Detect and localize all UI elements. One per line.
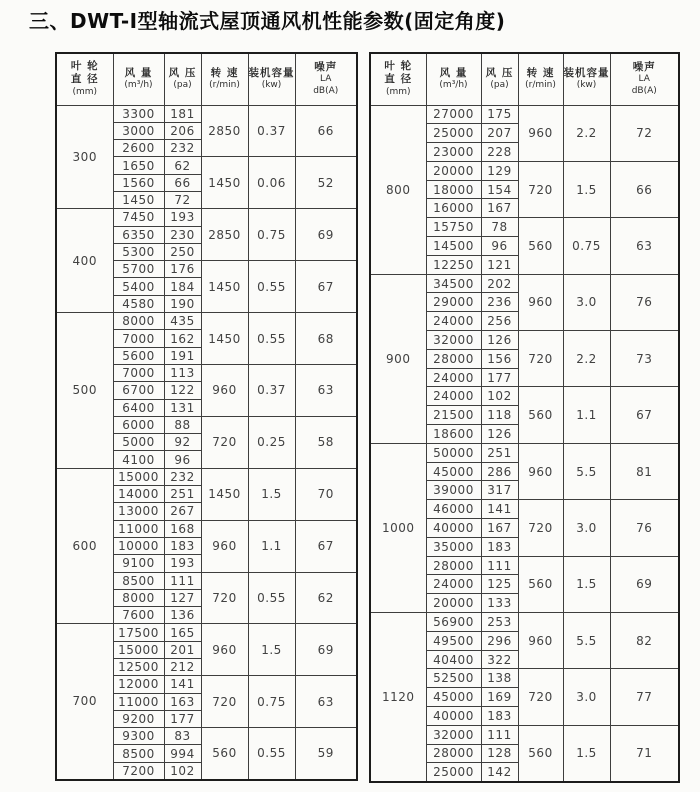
noise-cell: 52 — [295, 157, 357, 209]
table-row — [370, 443, 679, 462]
pressure-cell: 232 — [164, 140, 201, 157]
pressure-cell: 121 — [481, 255, 518, 274]
speed-cell: 560 — [518, 556, 563, 612]
pressure-cell: 83 — [164, 728, 201, 745]
volume-cell: 21500 — [426, 406, 481, 425]
col-header-line: 风 压 — [485, 66, 514, 79]
performance-table-left — [55, 52, 358, 781]
pressure-cell: 435 — [164, 313, 201, 330]
pressure-cell: 317 — [481, 481, 518, 500]
capacity-cell: 0.37 — [248, 105, 295, 157]
pressure-cell: 206 — [164, 122, 201, 139]
capacity-cell: 0.75 — [563, 218, 610, 274]
noise-cell: 68 — [295, 313, 357, 365]
pressure-cell: 125 — [481, 575, 518, 594]
pressure-cell: 177 — [164, 710, 201, 727]
col-header-pressure — [481, 53, 518, 105]
pressure-cell: 165 — [164, 624, 201, 641]
pressure-cell: 212 — [164, 659, 201, 676]
volume-cell: 28000 — [426, 556, 481, 575]
pressure-cell: 92 — [164, 434, 201, 451]
capacity-cell: 0.55 — [248, 313, 295, 365]
speed-cell: 1450 — [201, 261, 248, 313]
pressure-cell: 296 — [481, 631, 518, 650]
col-header-capacity — [248, 53, 295, 105]
pressure-cell: 88 — [164, 416, 201, 433]
volume-cell: 27000 — [426, 105, 481, 124]
pressure-cell: 138 — [481, 669, 518, 688]
pressure-cell: 111 — [481, 725, 518, 744]
volume-cell: 6350 — [113, 226, 164, 243]
pressure-cell: 136 — [164, 607, 201, 624]
speed-cell: 560 — [518, 218, 563, 274]
pressure-cell: 250 — [164, 243, 201, 260]
speed-cell: 960 — [518, 443, 563, 499]
volume-cell: 3000 — [113, 122, 164, 139]
col-header-line: (pa) — [173, 80, 192, 91]
pressure-cell: 129 — [481, 161, 518, 180]
volume-cell: 7600 — [113, 607, 164, 624]
volume-cell: 50000 — [426, 443, 481, 462]
col-header-capacity — [563, 53, 610, 105]
performance-table-right — [369, 52, 680, 783]
volume-cell: 15000 — [113, 641, 164, 658]
volume-cell: 3300 — [113, 105, 164, 122]
diameter-cell: 600 — [56, 468, 113, 624]
capacity-cell: 1.5 — [248, 624, 295, 676]
volume-cell: 5000 — [113, 434, 164, 451]
volume-cell: 11000 — [113, 520, 164, 537]
volume-cell: 52500 — [426, 669, 481, 688]
pressure-cell: 162 — [164, 330, 201, 347]
capacity-cell: 0.55 — [248, 572, 295, 624]
speed-cell: 2850 — [201, 105, 248, 157]
capacity-cell: 1.5 — [248, 468, 295, 520]
pressure-cell: 167 — [481, 199, 518, 218]
volume-cell: 6000 — [113, 416, 164, 433]
col-header-noise — [610, 53, 679, 105]
volume-cell: 45000 — [426, 462, 481, 481]
volume-cell: 6400 — [113, 399, 164, 416]
speed-cell: 960 — [518, 105, 563, 161]
capacity-cell: 5.5 — [563, 613, 610, 669]
pressure-cell: 156 — [481, 349, 518, 368]
col-header-pressure — [164, 53, 201, 105]
diameter-cell: 1120 — [370, 613, 426, 782]
page-title: 三、DWT-I型轴流式屋顶通风机性能参数(固定角度) — [29, 9, 506, 33]
header-row — [370, 53, 679, 105]
pressure-cell: 141 — [164, 676, 201, 693]
noise-cell: 70 — [295, 468, 357, 520]
capacity-cell: 1.5 — [563, 725, 610, 781]
col-header-noise — [295, 53, 357, 105]
pressure-cell: 102 — [164, 762, 201, 779]
col-header-line: 叶 轮 — [384, 59, 413, 72]
capacity-cell: 3.0 — [563, 500, 610, 556]
col-header-line: (m³/h) — [124, 80, 153, 91]
volume-cell: 11000 — [113, 693, 164, 710]
diameter-cell: 300 — [56, 105, 113, 209]
volume-cell: 4580 — [113, 295, 164, 312]
volume-cell: 29000 — [426, 293, 481, 312]
col-header-line: 转 速 — [210, 66, 239, 79]
speed-cell: 720 — [201, 572, 248, 624]
capacity-cell: 0.37 — [248, 364, 295, 416]
volume-cell: 8000 — [113, 313, 164, 330]
noise-cell: 69 — [295, 624, 357, 676]
volume-cell: 16000 — [426, 199, 481, 218]
capacity-cell: 2.2 — [563, 331, 610, 387]
col-header-line: (r/min) — [525, 80, 556, 91]
pressure-cell: 66 — [164, 174, 201, 191]
pressure-cell: 141 — [481, 500, 518, 519]
volume-cell: 39000 — [426, 481, 481, 500]
capacity-cell: 1.1 — [563, 387, 610, 443]
volume-cell: 1450 — [113, 191, 164, 208]
pressure-cell: 183 — [481, 707, 518, 726]
col-header-line: 噪声 — [632, 60, 656, 73]
diameter-cell: 1000 — [370, 443, 426, 612]
speed-cell: 1450 — [201, 313, 248, 365]
volume-cell: 8000 — [113, 589, 164, 606]
pressure-cell: 251 — [481, 443, 518, 462]
header-row — [56, 53, 357, 105]
pressure-cell: 62 — [164, 157, 201, 174]
table-row — [56, 468, 357, 485]
col-header-volume — [113, 53, 164, 105]
capacity-cell: 5.5 — [563, 443, 610, 499]
volume-cell: 6700 — [113, 382, 164, 399]
capacity-cell: 0.55 — [248, 728, 295, 780]
col-header-line: (r/min) — [209, 80, 240, 91]
capacity-cell: 3.0 — [563, 669, 610, 725]
volume-cell: 23000 — [426, 143, 481, 162]
col-header-line: (mm) — [385, 87, 411, 98]
capacity-cell: 0.75 — [248, 676, 295, 728]
volume-cell: 5400 — [113, 278, 164, 295]
pressure-cell: 96 — [164, 451, 201, 468]
diameter-cell: 800 — [370, 105, 426, 274]
volume-cell: 12000 — [113, 676, 164, 693]
pressure-cell: 154 — [481, 180, 518, 199]
volume-cell: 25000 — [426, 763, 481, 782]
volume-cell: 56900 — [426, 613, 481, 632]
speed-cell: 720 — [518, 331, 563, 387]
noise-cell: 63 — [610, 218, 679, 274]
capacity-cell: 0.25 — [248, 416, 295, 468]
pressure-cell: 201 — [164, 641, 201, 658]
pressure-cell: 118 — [481, 406, 518, 425]
pressure-cell: 126 — [481, 331, 518, 350]
volume-cell: 7450 — [113, 209, 164, 226]
capacity-cell: 1.5 — [563, 556, 610, 612]
col-header-line: LA — [320, 74, 332, 85]
volume-cell: 32000 — [426, 725, 481, 744]
volume-cell: 18000 — [426, 180, 481, 199]
volume-cell: 28000 — [426, 744, 481, 763]
noise-cell: 81 — [610, 443, 679, 499]
pressure-cell: 142 — [481, 763, 518, 782]
pressure-cell: 230 — [164, 226, 201, 243]
pressure-cell: 193 — [164, 209, 201, 226]
noise-cell: 66 — [295, 105, 357, 157]
table-row — [56, 209, 357, 226]
noise-cell: 77 — [610, 669, 679, 725]
volume-cell: 35000 — [426, 537, 481, 556]
noise-cell: 63 — [295, 364, 357, 416]
capacity-cell: 2.2 — [563, 105, 610, 161]
col-header-line: (mm) — [72, 87, 98, 98]
speed-cell: 720 — [518, 161, 563, 217]
pressure-cell: 191 — [164, 347, 201, 364]
col-header-diameter — [370, 53, 426, 105]
pressure-cell: 193 — [164, 555, 201, 572]
speed-cell: 2850 — [201, 209, 248, 261]
pressure-cell: 111 — [481, 556, 518, 575]
table-row — [370, 274, 679, 293]
noise-cell: 72 — [610, 105, 679, 161]
pressure-cell: 183 — [164, 537, 201, 554]
pressure-cell: 163 — [164, 693, 201, 710]
capacity-cell: 0.06 — [248, 157, 295, 209]
speed-cell: 720 — [201, 676, 248, 728]
volume-cell: 34500 — [426, 274, 481, 293]
col-header-line: (pa) — [490, 80, 509, 91]
col-header-line: dB(A) — [631, 86, 657, 97]
volume-cell: 10000 — [113, 537, 164, 554]
speed-cell: 720 — [518, 669, 563, 725]
pressure-cell: 207 — [481, 124, 518, 143]
pressure-cell: 167 — [481, 519, 518, 538]
volume-cell: 1560 — [113, 174, 164, 191]
noise-cell: 59 — [295, 728, 357, 780]
col-header-line: (kw) — [261, 80, 282, 91]
noise-cell: 69 — [295, 209, 357, 261]
col-header-line: 叶 轮 — [70, 59, 99, 72]
table-row — [370, 613, 679, 632]
pressure-cell: 169 — [481, 688, 518, 707]
volume-cell: 7200 — [113, 762, 164, 779]
pressure-cell: 202 — [481, 274, 518, 293]
col-header-line: 风 量 — [124, 66, 153, 79]
col-header-line: 风 量 — [439, 66, 468, 79]
speed-cell: 960 — [201, 624, 248, 676]
volume-cell: 8500 — [113, 572, 164, 589]
volume-cell: 28000 — [426, 349, 481, 368]
pressure-cell: 181 — [164, 105, 201, 122]
table-row — [370, 105, 679, 124]
pressure-cell: 113 — [164, 364, 201, 381]
pressure-cell: 183 — [481, 537, 518, 556]
volume-cell: 40000 — [426, 707, 481, 726]
pressure-cell: 994 — [164, 745, 201, 762]
noise-cell: 66 — [610, 161, 679, 217]
col-header-line: 装机容量 — [563, 66, 610, 79]
volume-cell: 15000 — [113, 468, 164, 485]
pressure-cell: 133 — [481, 594, 518, 613]
col-header-line: dB(A) — [313, 86, 339, 97]
volume-cell: 7000 — [113, 330, 164, 347]
pressure-cell: 78 — [481, 218, 518, 237]
volume-cell: 5700 — [113, 261, 164, 278]
col-header-line: 风 压 — [168, 66, 197, 79]
noise-cell: 58 — [295, 416, 357, 468]
col-header-line: 噪声 — [314, 60, 338, 73]
noise-cell: 69 — [610, 556, 679, 612]
speed-cell: 720 — [201, 416, 248, 468]
volume-cell: 15750 — [426, 218, 481, 237]
speed-cell: 560 — [518, 387, 563, 443]
volume-cell: 17500 — [113, 624, 164, 641]
table-row — [56, 313, 357, 330]
noise-cell: 67 — [610, 387, 679, 443]
pressure-cell: 127 — [164, 589, 201, 606]
volume-cell: 24000 — [426, 387, 481, 406]
col-header-line: 转 速 — [526, 66, 555, 79]
noise-cell: 71 — [610, 725, 679, 781]
col-header-speed — [518, 53, 563, 105]
volume-cell: 8500 — [113, 745, 164, 762]
col-header-speed — [201, 53, 248, 105]
col-header-line: 直 径 — [70, 73, 99, 86]
pressure-cell: 131 — [164, 399, 201, 416]
noise-cell: 82 — [610, 613, 679, 669]
volume-cell: 5300 — [113, 243, 164, 260]
pressure-cell: 267 — [164, 503, 201, 520]
volume-cell: 25000 — [426, 124, 481, 143]
noise-cell: 62 — [295, 572, 357, 624]
volume-cell: 1650 — [113, 157, 164, 174]
capacity-cell: 1.5 — [563, 161, 610, 217]
pressure-cell: 236 — [481, 293, 518, 312]
speed-cell: 960 — [518, 613, 563, 669]
capacity-cell: 0.75 — [248, 209, 295, 261]
volume-cell: 46000 — [426, 500, 481, 519]
pressure-cell: 96 — [481, 237, 518, 256]
speed-cell: 960 — [201, 520, 248, 572]
pressure-cell: 232 — [164, 468, 201, 485]
pressure-cell: 286 — [481, 462, 518, 481]
volume-cell: 40000 — [426, 519, 481, 538]
col-header-volume — [426, 53, 481, 105]
volume-cell: 5600 — [113, 347, 164, 364]
pressure-cell: 253 — [481, 613, 518, 632]
volume-cell: 12250 — [426, 255, 481, 274]
pressure-cell: 228 — [481, 143, 518, 162]
volume-cell: 24000 — [426, 368, 481, 387]
noise-cell: 63 — [295, 676, 357, 728]
diameter-cell: 700 — [56, 624, 113, 780]
pressure-cell: 126 — [481, 425, 518, 444]
pressure-cell: 111 — [164, 572, 201, 589]
capacity-cell: 0.55 — [248, 261, 295, 313]
table-row — [56, 624, 357, 641]
pressure-cell: 122 — [164, 382, 201, 399]
volume-cell: 20000 — [426, 594, 481, 613]
diameter-cell: 400 — [56, 209, 113, 313]
volume-cell: 24000 — [426, 312, 481, 331]
speed-cell: 960 — [201, 364, 248, 416]
pressure-cell: 184 — [164, 278, 201, 295]
col-header-line: (kw) — [576, 80, 597, 91]
volume-cell: 32000 — [426, 331, 481, 350]
speed-cell: 720 — [518, 500, 563, 556]
noise-cell: 76 — [610, 274, 679, 330]
pressure-cell: 190 — [164, 295, 201, 312]
volume-cell: 20000 — [426, 161, 481, 180]
capacity-cell: 1.1 — [248, 520, 295, 572]
col-header-diameter — [56, 53, 113, 105]
col-header-line: 直 径 — [384, 73, 413, 86]
col-header-line: LA — [638, 74, 650, 85]
volume-cell: 4100 — [113, 451, 164, 468]
noise-cell: 76 — [610, 500, 679, 556]
volume-cell: 40400 — [426, 650, 481, 669]
pressure-cell: 177 — [481, 368, 518, 387]
pressure-cell: 256 — [481, 312, 518, 331]
pressure-cell: 175 — [481, 105, 518, 124]
volume-cell: 9200 — [113, 710, 164, 727]
pressure-cell: 168 — [164, 520, 201, 537]
pressure-cell: 128 — [481, 744, 518, 763]
col-header-line: 装机容量 — [248, 66, 295, 79]
capacity-cell: 3.0 — [563, 274, 610, 330]
volume-cell: 2600 — [113, 140, 164, 157]
diameter-cell: 900 — [370, 274, 426, 443]
volume-cell: 24000 — [426, 575, 481, 594]
volume-cell: 14000 — [113, 486, 164, 503]
speed-cell: 960 — [518, 274, 563, 330]
volume-cell: 9100 — [113, 555, 164, 572]
speed-cell: 560 — [201, 728, 248, 780]
speed-cell: 1450 — [201, 468, 248, 520]
diameter-cell: 500 — [56, 313, 113, 469]
volume-cell: 12500 — [113, 659, 164, 676]
pressure-cell: 72 — [164, 191, 201, 208]
volume-cell: 14500 — [426, 237, 481, 256]
noise-cell: 67 — [295, 520, 357, 572]
volume-cell: 18600 — [426, 425, 481, 444]
col-header-line: (m³/h) — [439, 80, 468, 91]
noise-cell: 67 — [295, 261, 357, 313]
volume-cell: 13000 — [113, 503, 164, 520]
pressure-cell: 102 — [481, 387, 518, 406]
speed-cell: 1450 — [201, 157, 248, 209]
volume-cell: 49500 — [426, 631, 481, 650]
volume-cell: 7000 — [113, 364, 164, 381]
pressure-cell: 322 — [481, 650, 518, 669]
volume-cell: 9300 — [113, 728, 164, 745]
speed-cell: 560 — [518, 725, 563, 781]
table-row — [56, 105, 357, 122]
volume-cell: 45000 — [426, 688, 481, 707]
pressure-cell: 251 — [164, 486, 201, 503]
pressure-cell: 176 — [164, 261, 201, 278]
noise-cell: 73 — [610, 331, 679, 387]
